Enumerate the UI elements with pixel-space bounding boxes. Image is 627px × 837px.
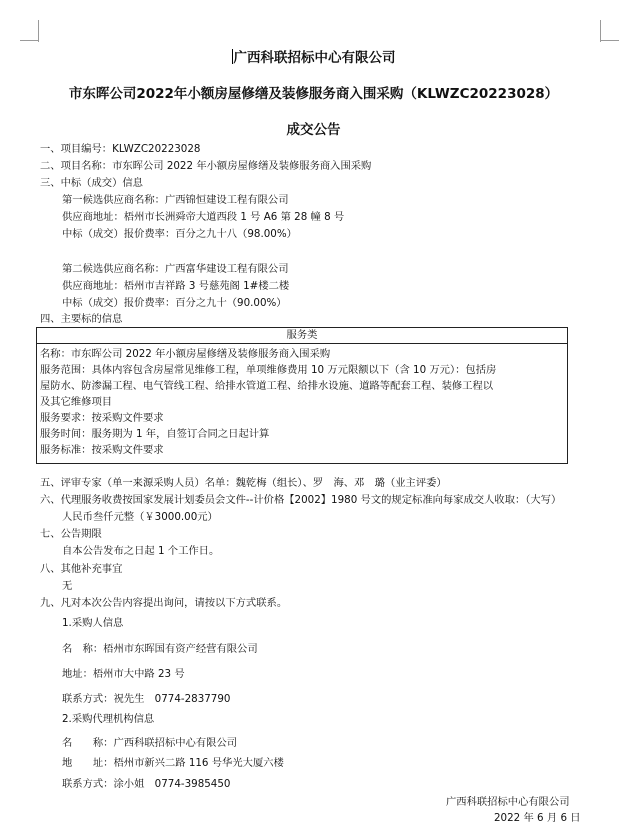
service-scope-line: 服务范围：具体内容包含房屋常见维修工程，单项维修费用 10 万元限额以下（含 10 万元）：包括房: [40, 364, 497, 376]
supplier1-rate: 中标（成交）报价费率：百分之九十八（98.00%）: [62, 228, 297, 240]
agent-heading: 2.采购代理机构信息: [62, 713, 155, 725]
section-award-info: 三、中标（成交）信息: [40, 177, 143, 189]
service-table-body: [37, 344, 567, 460]
service-table: [36, 327, 568, 464]
crop-mark-top-left-h: [20, 40, 38, 42]
project-title: 市东晖公司2022年小额房屋修缮及装修服务商入围采购（KLWZC20223028）: [68, 86, 559, 102]
buyer-address: 地址：梧州市大中路 23 号: [62, 668, 185, 680]
signature-org: 广西科联招标中心有限公司: [446, 796, 570, 808]
section-project-name: 二、项目名称：市东晖公司 2022 年小额房屋修缮及装修服务商入围采购: [40, 160, 372, 172]
supplier2-name: 第二候选供应商名称：广西富华建设工程有限公司: [62, 263, 289, 275]
service-requirement: 服务要求：按采购文件要求: [40, 412, 164, 424]
signature-date: 2022 年 6 月 6 日: [494, 812, 581, 824]
section-other-matters: 八、其他补充事宜: [40, 563, 123, 575]
doc-title: 成交公告: [286, 122, 341, 138]
service-table-header: 服务类: [37, 328, 567, 344]
text-cursor: [232, 49, 233, 64]
supplier1-address: 供应商地址：梧州市长洲舜帝大道西段 1 号 A6 第 28 幢 8 号: [62, 211, 345, 223]
section-experts: 五、评审专家（单一来源采购人员）名单：魏乾梅（组长）、罗 海、邓 璐（业主评委）: [40, 477, 447, 489]
crop-mark-top-right-h: [601, 40, 619, 42]
supplier2-address: 供应商地址：梧州市吉祥路 3 号慈苑阁 1#楼二楼: [62, 280, 290, 292]
buyer-contact: 联系方式：祝先生 0774-2837790: [62, 693, 231, 705]
supplier2-rate: 中标（成交）报价费率：百分之九十（90.00%）: [62, 297, 287, 309]
service-time: 服务时间：服务期为 1 年，自签订合同之日起计算: [40, 428, 270, 440]
service-scope-line: 屋防水、防渗漏工程、电气管线工程、给排水管道工程、给排水设施、道路等配套工程、装修工程以: [40, 380, 494, 392]
section-main-subject: 四、主要标的信息: [40, 313, 123, 325]
service-standard: 服务标准：按采购文件要求: [40, 444, 164, 456]
buyer-heading: 1.采购人信息: [62, 617, 124, 629]
agent-contact: 联系方式：涂小姐 0774-3985450: [62, 778, 231, 790]
service-scope-line: 及其它维修项目: [40, 396, 113, 408]
section-notice-period: 七、公告期限: [40, 528, 102, 540]
agent-address: 地 址：梧州市新兴二路 116 号华光大厦六楼: [62, 757, 284, 769]
other-matters-text: 无: [62, 580, 73, 592]
supplier1-name: 第一候选供应商名称：广西锦恒建设工程有限公司: [62, 194, 289, 206]
crop-mark-top-left: [38, 20, 40, 42]
section-fee-line1: 六、代理服务收费按国家发展计划委员会文件--计价格【2002】1980 号文的规定标准向每家成交人收取：（大写）: [40, 494, 562, 506]
crop-mark-top-right: [600, 20, 602, 42]
buyer-name: 名 称：梧州市东晖国有资产经营有限公司: [62, 643, 258, 655]
section-project-number: 一、项目编号：KLWZC20223028: [40, 143, 201, 155]
service-name: 名称：市东晖公司 2022 年小额房屋修缮及装修服务商入围采购: [40, 348, 331, 360]
org-heading: 广西科联招标中心有限公司: [233, 50, 396, 66]
notice-period-text: 自本公告发布之日起 1 个工作日。: [62, 545, 220, 557]
agent-name: 名 称：广西科联招标中心有限公司: [62, 737, 238, 749]
section-contact: 九、凡对本次公告内容提出询问，请按以下方式联系。: [40, 597, 288, 609]
section-fee-line2: 人民币叁仟元整（￥3000.00元）: [62, 511, 218, 523]
